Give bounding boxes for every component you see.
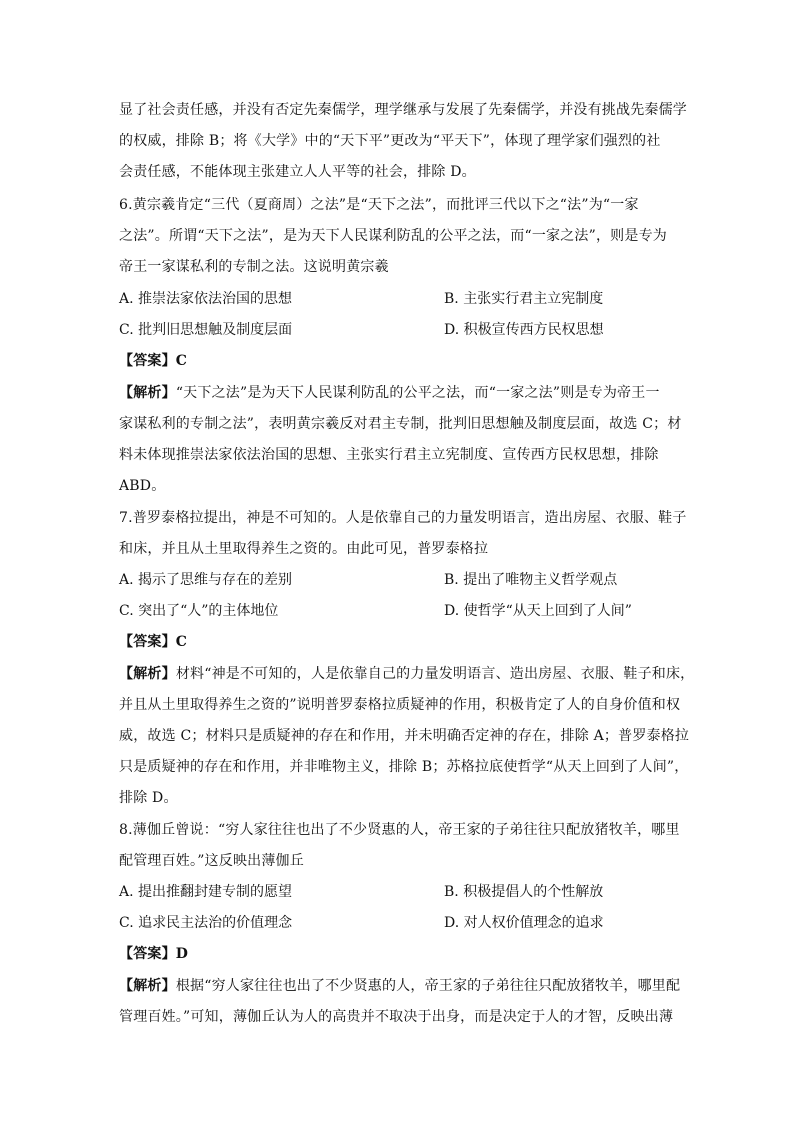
q8-answer: 【答案】D <box>119 946 189 962</box>
q8-option-c: C. 追求民主法治的价值理念 <box>119 915 293 931</box>
q5-analysis-line-2: 的权威，排除 B；将《大学》中的“天下平”更改为“平天下”，体现了理学家们强烈的社 <box>119 133 661 149</box>
q8-analysis-label: 【解析】 <box>119 978 176 994</box>
q7-analysis-line-5: 排除 D。 <box>119 790 178 806</box>
q5-analysis-line-3: 会责任感，不能体现主张建立人人平等的社会，排除 D。 <box>119 164 476 180</box>
q7-analysis-line-1 <box>119 664 695 684</box>
q6-analysis-text-1: “天下之法”是为天下人民谋利防乱的公平之法，而“一家之法”则是专为帝王一 <box>175 385 660 401</box>
q6-analysis-line-1 <box>119 383 679 403</box>
q7-analysis-line-4: 只是质疑神的存在和作用，并非唯物主义，排除 B；苏格拉底使哲学“从天上回到了人间”， <box>119 759 689 775</box>
q7-option-a: A. 揭示了思维与存在的差别 <box>119 572 293 588</box>
q8-option-d: D. 对人权价值理念的追求 <box>444 915 604 931</box>
q6-analysis-line-2: 家谋私利的专制之法”，表明黄宗羲反对君主专制，批判旧思想触及制度层面，故选 C；材 <box>119 416 682 432</box>
q6-option-b: B. 主张实行君主立宪制度 <box>444 291 604 307</box>
q7-analysis-line-3: 威，故选 C；材料只是质疑神的存在和作用，并未明确否定神的存在，排除 A；普罗泰格拉 <box>119 728 690 744</box>
q8-stem-line-2: 配管理百姓。”这反映出薄伽丘 <box>119 853 304 869</box>
q6-option-c: C. 批判旧思想触及制度层面 <box>119 322 293 338</box>
q7-stem-line-1: 7.普罗泰格拉提出，神是不可知的。人是依靠自己的力量发明语言，造出房屋、衣服、鞋子 <box>119 510 687 526</box>
q6-answer: 【答案】C <box>119 353 188 369</box>
q6-option-d: D. 积极宣传西方民权思想 <box>444 322 604 338</box>
q7-option-b: B. 提出了唯物主义哲学观点 <box>444 572 618 588</box>
q8-analysis-text-1: 根据“穷人家往往也出了不少贤惠的人，帝王家的子弟往往只配放猪牧羊，哪里配 <box>175 978 681 994</box>
q7-analysis-line-2: 并且从土里取得养生之资的”说明普罗泰格拉质疑神的作用，积极肯定了人的自身价值和权 <box>119 697 681 713</box>
q8-analysis-line-2: 管理百姓。”可知，薄伽丘认为人的高贵并不取决于出身，而是决定于人的才智，反映出薄 <box>119 1009 674 1025</box>
q6-stem-line-2: 之法”。所谓“天下之法”，是为天下人民谋利防乱的公平之法，而“一家之法”，则是专为 <box>119 228 667 244</box>
q7-option-c: C. 突出了“人”的主体地位 <box>119 603 279 619</box>
q7-stem-line-2: 和床，并且从土里取得养生之资的。由此可见，普罗泰格拉 <box>119 541 489 557</box>
q6-option-a: A. 推崇法家依法治国的思想 <box>119 291 293 307</box>
q6-stem-line-3: 帝王一家谋私利的专制之法。这说明黄宗羲 <box>119 259 389 275</box>
q7-analysis-text-1: 材料“神是不可知的，人是依靠自己的力量发明语言、造出房屋、衣服、鞋子和床， <box>175 666 695 682</box>
q8-option-b: B. 积极提倡人的个性解放 <box>444 884 604 900</box>
q7-analysis-label: 【解析】 <box>119 666 176 682</box>
q6-analysis-label: 【解析】 <box>119 385 176 401</box>
q8-stem-line-1: 8.薄伽丘曾说：“穷人家往往也出了不少贤惠的人，帝王家的子弟往往只配放猪牧羊，哪里 <box>119 822 680 838</box>
q8-analysis-line-1 <box>119 976 679 996</box>
q6-analysis-line-3: 料未体现推崇法家依法治国的思想、主张实行君主立宪制度、宣传西方民权思想，排除 <box>119 447 659 463</box>
q7-option-d: D. 使哲学“从天上回到了人间” <box>444 603 632 619</box>
q7-answer: 【答案】C <box>119 634 188 650</box>
q6-analysis-line-4: ABD。 <box>119 478 166 494</box>
q5-analysis-line-1: 显了社会责任感，并没有否定先秦儒学，理学继承与发展了先秦儒学，并没有挑战先秦儒学 <box>119 102 687 118</box>
q6-stem-line-1: 6.黄宗羲肯定“三代（夏商周）之法”是“天下之法”，而批评三代以下之“法”为“一家 <box>119 197 639 213</box>
q8-option-a: A. 提出推翻封建专制的愿望 <box>119 884 293 900</box>
